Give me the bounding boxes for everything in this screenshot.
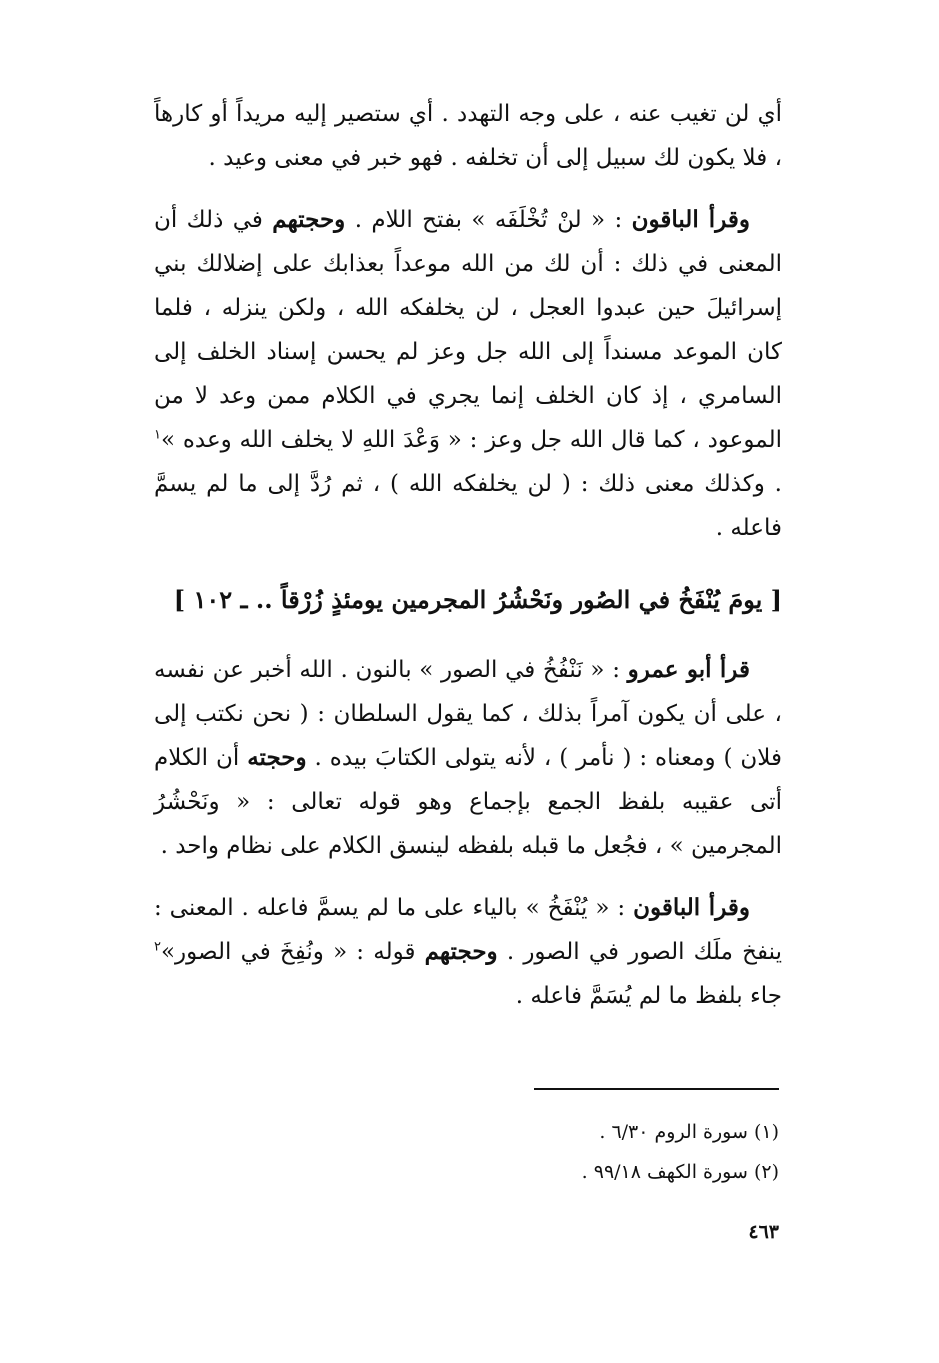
main-text [154, 92, 782, 1036]
text-run: : « لنْ تُخْلَفَه » بفتح اللام . [345, 207, 632, 233]
footnote-divider [534, 1088, 779, 1090]
bold-term: وقرأ الباقون [631, 206, 750, 233]
text-run: في ذلك أن المعنى في ذلك : أن لك من الله موعداً بعذابك على إضلالك بني إسرائيلَ حين عبدوا العجل ، لن يخلفكه الله ، ولكن ينزله ، فلما كان الموعد مسنداً إلى الله جل وعز لم يحسن إسناد الخلف إلى السامري ، إذ كان الخلف إنما يجري في الكلام ممن وعد لا من الموعود ، كما قال الله جل وعز : « وَعْدَ اللهِ لا يخلف الله وعده » [154, 207, 782, 453]
verse-heading: [ يومَ يُنْفَخُ في الصُور ونَحْشُرُ المجرمين يومئذٍ زُرْقاً .. ـ ١٠٢ ] [173, 585, 782, 614]
text-run: أن الكلام أتى عقيبه بلفظ الجمع بإجماع وهو قوله تعالى : « ونَحْشُرُ المجرمين » ، فجُعل ما قبله بلفظه لينسق الكلام على نظام واحد . [154, 745, 782, 859]
text-run: أي لن تغيب عنه ، على وجه التهدد . أي ستصير إليه مريداً أو كارهاً ، فلا يكون لك سبيل إلى أن تخلفه . فهو خبر في معنى وعيد . [154, 101, 782, 171]
paragraph [154, 198, 782, 550]
bold-term: وحجتهم [272, 206, 346, 233]
text-run: : « نَنْفُخُ في الصور » بالنون . الله أخبر عن نفسه ، على أن يكون آمراً بذلك ، كما يقول السلطان : ( نحن نكتب إلى فلان ) ومعناه : ( نأمر ) ، لأنه يتولى الكتابَ بيده . [154, 657, 782, 771]
text-run: : « يُنْفَخُ » بالياء على ما لم يسمَّ فاعله . المعنى : ينفخ ملَك الصور في الصور . [154, 895, 782, 965]
bold-term: وحجته [247, 744, 307, 771]
text-run: قوله : « ونُفِخَ في الصور» [160, 939, 425, 965]
footnotes [159, 1112, 779, 1192]
paragraphs-after-heading [154, 648, 782, 1018]
footnote-marker: ٢ [154, 939, 161, 955]
footnote-1: (١) سورة الروم ٦/٣٠ . [599, 1121, 779, 1143]
paragraphs-before-heading [154, 92, 782, 550]
footnote-2: (٢) سورة الكهف ٩٩/١٨ . [581, 1161, 779, 1183]
paragraph [154, 648, 782, 868]
text-run: جاء بلفظ ما لم يُسَمَّ فاعله . [515, 983, 782, 1009]
page-number: ٤٦٣ [748, 1221, 779, 1243]
paragraph [154, 886, 782, 1018]
paragraph [154, 92, 782, 180]
footnote-marker: ١ [154, 427, 161, 443]
bold-term: وقرأ الباقون [633, 894, 750, 921]
text-run: . وكذلك معنى ذلك : ( لن يخلفكه الله ) ، ثم رُدَّ إلى ما لم يسمَّ فاعله . [154, 471, 782, 541]
bold-term: وحجتهم [424, 938, 498, 965]
bold-term: قرأ أبو عمرو [627, 656, 750, 683]
